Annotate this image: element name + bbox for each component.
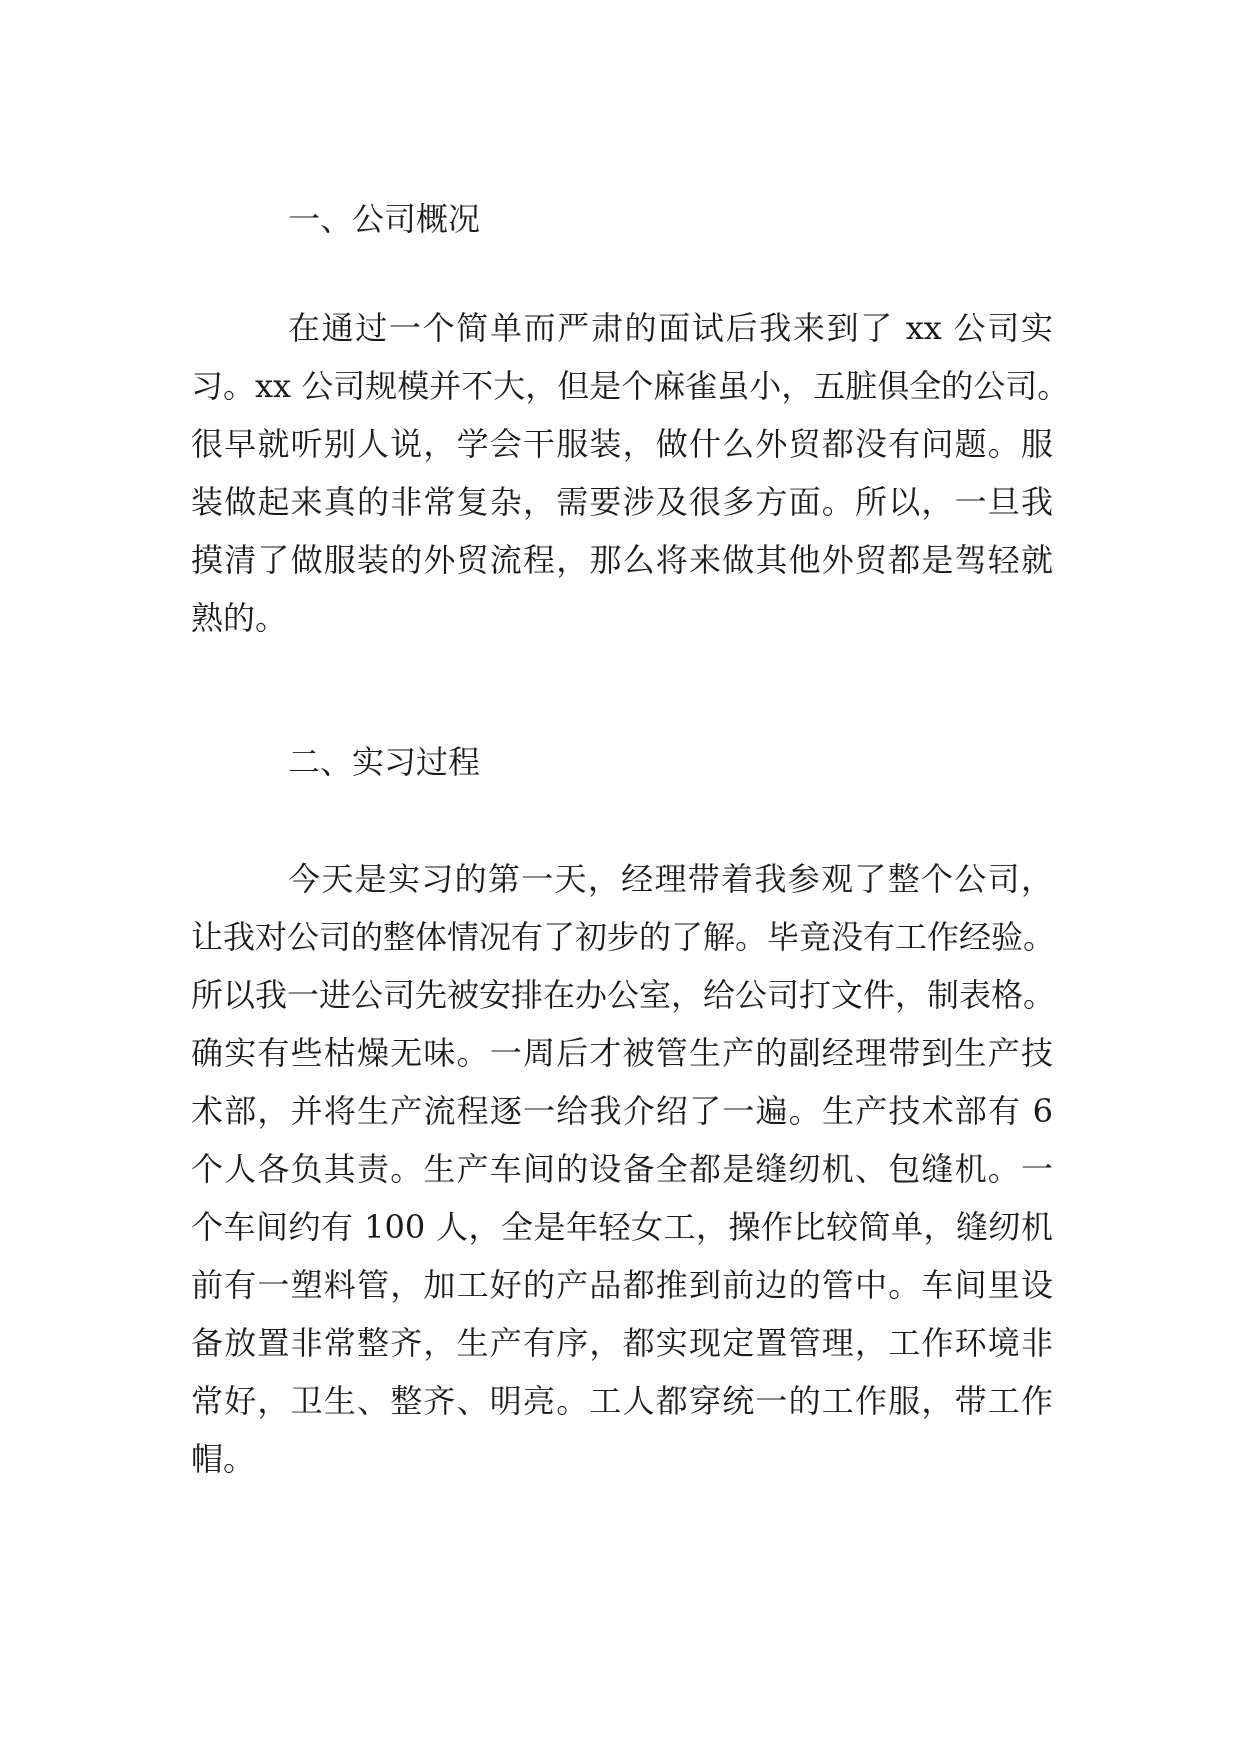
paragraph-line: 备放置非常整齐，生产有序，都实现定置管理，工作环境非: [191, 1324, 1053, 1362]
paragraph-line: 确实有些枯燥无味。一周后才被管生产的副经理带到生产技: [191, 1034, 1053, 1072]
paragraph-line: 帽。: [191, 1440, 256, 1478]
paragraph-line: 所以我一进公司先被安排在办公室，给公司打文件，制表格。: [191, 976, 1056, 1014]
paragraph-line: 今天是实习的第一天，经理带着我参观了整个公司，: [288, 860, 1053, 898]
paragraph-line: 前有一塑料管，加工好的产品都推到前边的管中。车间里设: [191, 1266, 1053, 1304]
paragraph-line: 熟的。: [191, 599, 288, 637]
paragraph-line: 装做起来真的非常复杂，需要涉及很多方面。所以，一旦我: [191, 483, 1053, 521]
paragraph-line: 个人各负其责。生产车间的设备全都是缝纫机、包缝机。一: [191, 1150, 1053, 1188]
paragraph-line: 在通过一个简单而严肃的面试后我来到了 xx 公司实: [288, 309, 1053, 347]
paragraph-company-overview: [191, 299, 1070, 647]
paragraph-line: 摸清了做服装的外贸流程，那么将来做其他外贸都是驾轻就: [191, 541, 1053, 579]
paragraph-line: 常好，卫生、整齐、明亮。工人都穿统一的工作服，带工作: [191, 1382, 1053, 1420]
paragraph-internship-process: [191, 850, 1056, 1488]
paragraph-line: 习。xx 公司规模并不大，但是个麻雀虽小，五脏俱全的公司。: [191, 367, 1070, 405]
section-heading-internship-process: 二、实习过程: [288, 743, 481, 781]
paragraph-line: 很早就听别人说，学会干服装，做什么外贸都没有问题。服: [191, 425, 1053, 463]
section-heading-company-overview: 一、公司概况: [288, 200, 481, 238]
paragraph-line: 个车间约有 100 人，全是年轻女工，操作比较简单，缝纫机: [191, 1208, 1053, 1246]
paragraph-line: 术部，并将生产流程逐一给我介绍了一遍。生产技术部有 6: [191, 1092, 1053, 1130]
paragraph-line: 让我对公司的整体情况有了初步的了解。毕竟没有工作经验。: [191, 918, 1056, 956]
